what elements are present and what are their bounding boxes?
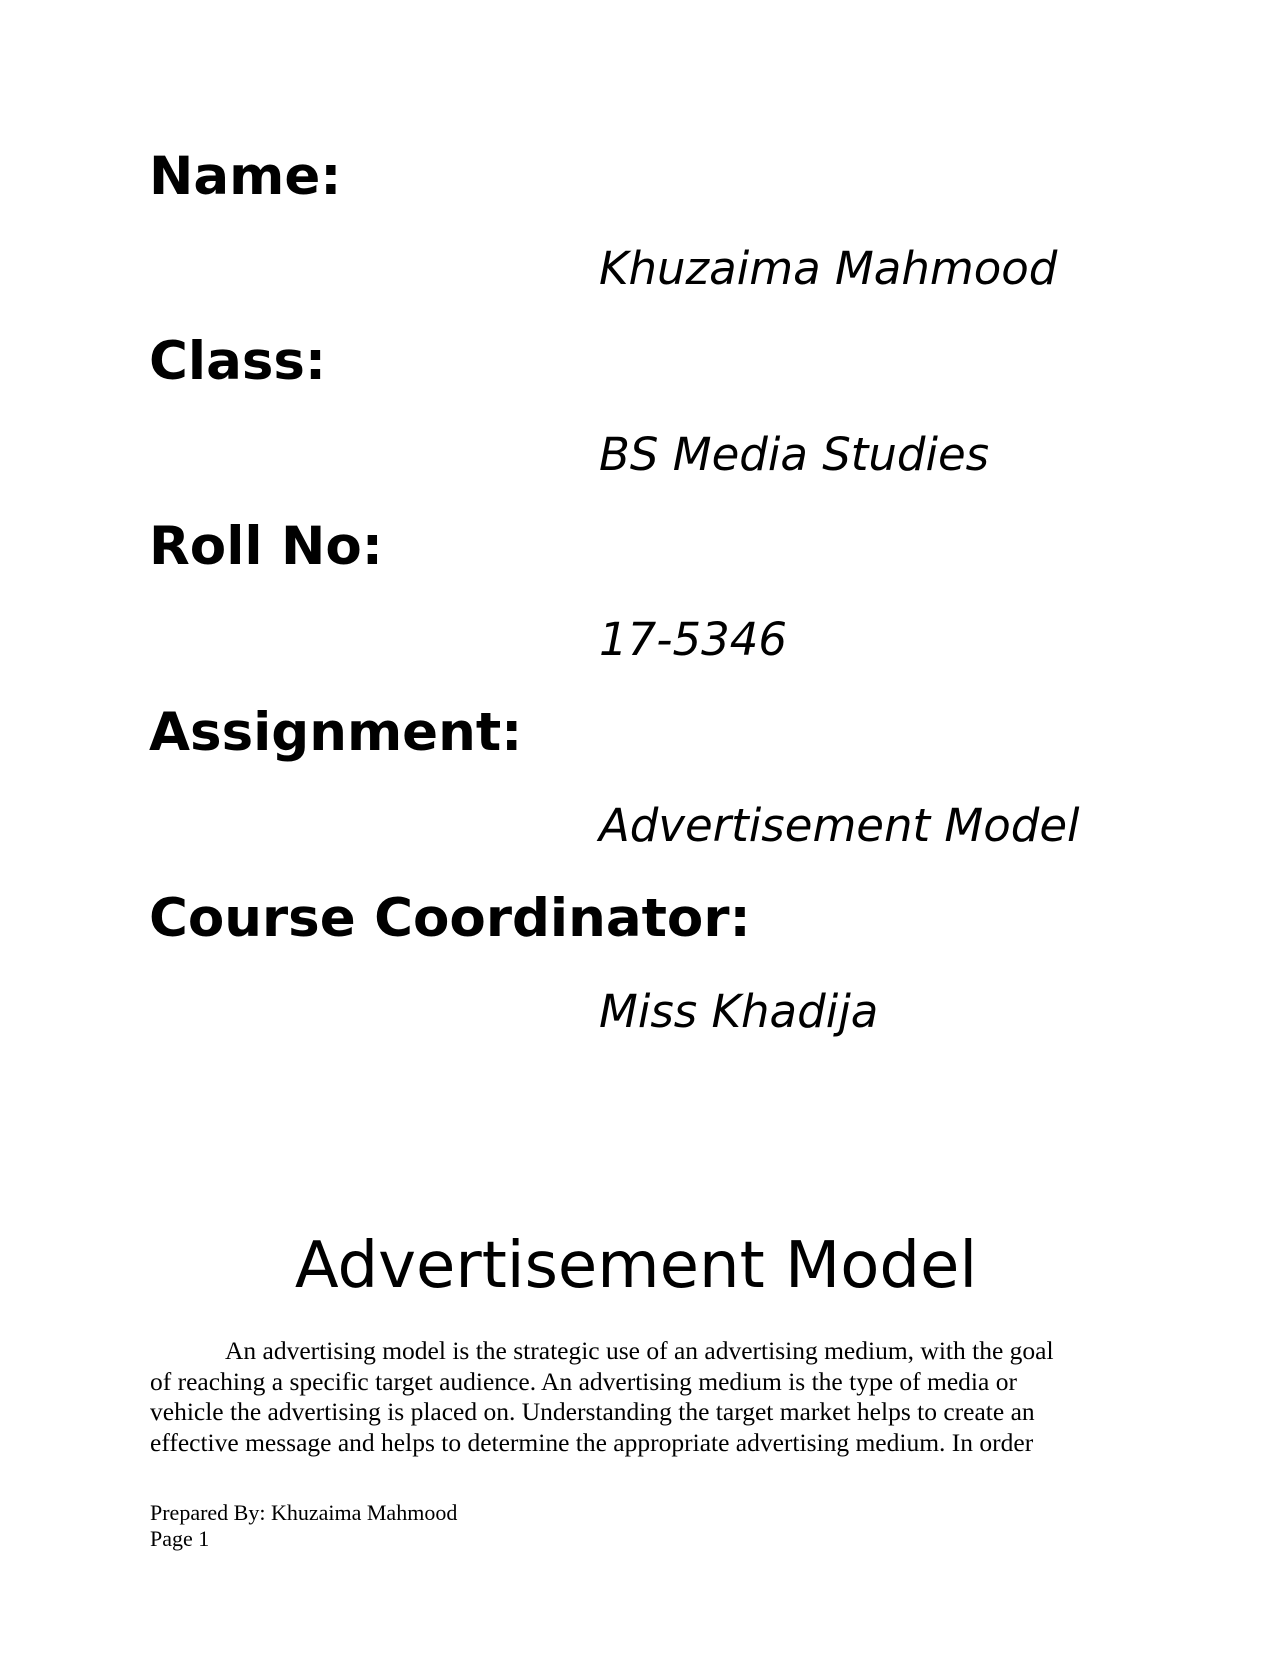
class-value: BS Media Studies (599, 428, 990, 481)
class-label: Class: (149, 331, 327, 392)
course-coordinator-label: Course Coordinator: (149, 888, 751, 949)
name-value: Khuzaima Mahmood (599, 242, 1058, 295)
paragraph-line: vehicle the advertising is placed on. Understanding the target market helps to create an (150, 1397, 1035, 1427)
document-title: Advertisement Model (294, 1229, 978, 1303)
body-paragraph (150, 1336, 1120, 1458)
course-coordinator-value: Miss Khadija (599, 985, 879, 1038)
assignment-label: Assignment: (149, 702, 523, 763)
paragraph-line: effective message and helps to determine the appropriate advertising medium. In order (150, 1427, 1034, 1457)
name-label: Name: (149, 146, 342, 207)
prepared-by-text: Prepared By: Khuzaima Mahmood (150, 1500, 458, 1525)
paragraph-line: of reaching a specific target audience. An advertising medium is the type of media or (150, 1366, 1017, 1396)
page-footer (150, 1500, 457, 1551)
roll-no-value: 17-5346 (599, 613, 788, 666)
paragraph-line: An advertising model is the strategic use of an advertising medium, with the goal (225, 1336, 1054, 1365)
page-number: Page 1 (150, 1525, 210, 1551)
assignment-value: Advertisement Model (599, 799, 1080, 852)
roll-no-label: Roll No: (149, 516, 383, 577)
